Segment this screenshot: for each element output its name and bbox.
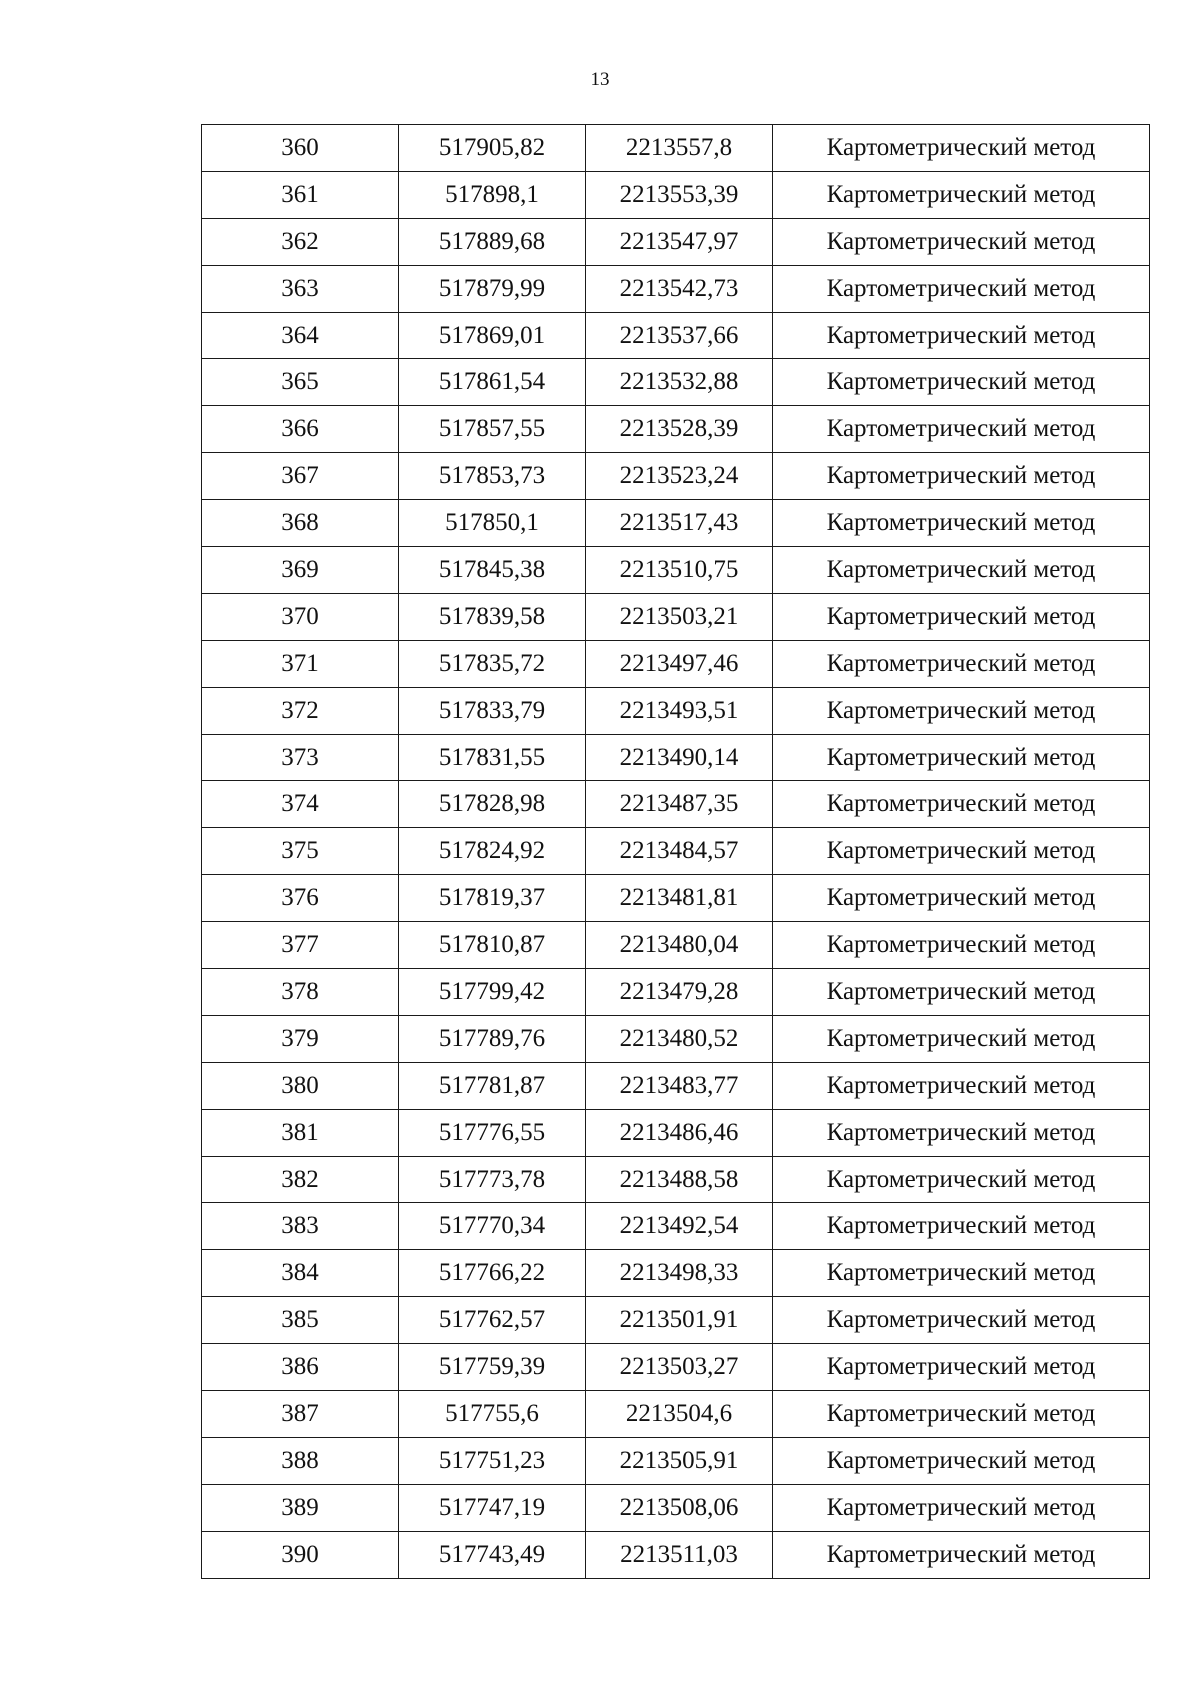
y-coordinate-cell: 2213479,28	[586, 969, 773, 1016]
point-number-cell: 381	[202, 1109, 399, 1156]
table-row	[202, 1437, 1150, 1484]
x-coordinate-cell: 517819,37	[399, 875, 586, 922]
table-row	[202, 1015, 1150, 1062]
y-coordinate-cell: 2213553,39	[586, 171, 773, 218]
x-coordinate-cell: 517770,34	[399, 1203, 586, 1250]
method-cell: Картометрический метод	[773, 1250, 1150, 1297]
table-row	[202, 875, 1150, 922]
method-cell: Картометрический метод	[773, 500, 1150, 547]
table-row	[202, 1344, 1150, 1391]
x-coordinate-cell: 517766,22	[399, 1250, 586, 1297]
method-cell: Картометрический метод	[773, 828, 1150, 875]
method-cell: Картометрический метод	[773, 1015, 1150, 1062]
y-coordinate-cell: 2213480,52	[586, 1015, 773, 1062]
y-coordinate-cell: 2213481,81	[586, 875, 773, 922]
table-row	[202, 734, 1150, 781]
method-cell: Картометрический метод	[773, 547, 1150, 594]
table-row	[202, 1484, 1150, 1531]
table-row	[202, 218, 1150, 265]
point-number-cell: 382	[202, 1156, 399, 1203]
point-number-cell: 387	[202, 1391, 399, 1438]
x-coordinate-cell: 517751,23	[399, 1437, 586, 1484]
table-row	[202, 1156, 1150, 1203]
point-number-cell: 366	[202, 406, 399, 453]
x-coordinate-cell: 517898,1	[399, 171, 586, 218]
table-row	[202, 1109, 1150, 1156]
y-coordinate-cell: 2213490,14	[586, 734, 773, 781]
table-row	[202, 969, 1150, 1016]
y-coordinate-cell: 2213542,73	[586, 265, 773, 312]
table-row	[202, 547, 1150, 594]
x-coordinate-cell: 517835,72	[399, 640, 586, 687]
point-number-cell: 385	[202, 1297, 399, 1344]
y-coordinate-cell: 2213523,24	[586, 453, 773, 500]
y-coordinate-cell: 2213488,58	[586, 1156, 773, 1203]
method-cell: Картометрический метод	[773, 1344, 1150, 1391]
table-row	[202, 265, 1150, 312]
table-row	[202, 828, 1150, 875]
table-row	[202, 359, 1150, 406]
method-cell: Картометрический метод	[773, 781, 1150, 828]
point-number-cell: 362	[202, 218, 399, 265]
point-number-cell: 376	[202, 875, 399, 922]
y-coordinate-cell: 2213497,46	[586, 640, 773, 687]
method-cell: Картометрический метод	[773, 1391, 1150, 1438]
point-number-cell: 367	[202, 453, 399, 500]
point-number-cell: 374	[202, 781, 399, 828]
point-number-cell: 361	[202, 171, 399, 218]
table-row	[202, 593, 1150, 640]
y-coordinate-cell: 2213498,33	[586, 1250, 773, 1297]
x-coordinate-cell: 517839,58	[399, 593, 586, 640]
x-coordinate-cell: 517781,87	[399, 1062, 586, 1109]
table-row	[202, 500, 1150, 547]
method-cell: Картометрический метод	[773, 1203, 1150, 1250]
y-coordinate-cell: 2213532,88	[586, 359, 773, 406]
method-cell: Картометрический метод	[773, 125, 1150, 172]
y-coordinate-cell: 2213508,06	[586, 1484, 773, 1531]
y-coordinate-cell: 2213493,51	[586, 687, 773, 734]
x-coordinate-cell: 517824,92	[399, 828, 586, 875]
table-row	[202, 1250, 1150, 1297]
x-coordinate-cell: 517905,82	[399, 125, 586, 172]
point-number-cell: 373	[202, 734, 399, 781]
point-number-cell: 384	[202, 1250, 399, 1297]
method-cell: Картометрический метод	[773, 922, 1150, 969]
x-coordinate-cell: 517879,99	[399, 265, 586, 312]
x-coordinate-cell: 517833,79	[399, 687, 586, 734]
y-coordinate-cell: 2213503,21	[586, 593, 773, 640]
x-coordinate-cell: 517747,19	[399, 1484, 586, 1531]
y-coordinate-cell: 2213492,54	[586, 1203, 773, 1250]
x-coordinate-cell: 517755,6	[399, 1391, 586, 1438]
x-coordinate-cell: 517799,42	[399, 969, 586, 1016]
table-row	[202, 922, 1150, 969]
y-coordinate-cell: 2213504,6	[586, 1391, 773, 1438]
y-coordinate-cell: 2213511,03	[586, 1531, 773, 1578]
table-row	[202, 640, 1150, 687]
table-row	[202, 406, 1150, 453]
x-coordinate-cell: 517869,01	[399, 312, 586, 359]
table-row	[202, 687, 1150, 734]
method-cell: Картометрический метод	[773, 875, 1150, 922]
table-row	[202, 453, 1150, 500]
method-cell: Картометрический метод	[773, 593, 1150, 640]
x-coordinate-cell: 517762,57	[399, 1297, 586, 1344]
point-number-cell: 377	[202, 922, 399, 969]
method-cell: Картометрический метод	[773, 406, 1150, 453]
x-coordinate-cell: 517831,55	[399, 734, 586, 781]
table-row	[202, 125, 1150, 172]
y-coordinate-cell: 2213501,91	[586, 1297, 773, 1344]
point-number-cell: 386	[202, 1344, 399, 1391]
y-coordinate-cell: 2213480,04	[586, 922, 773, 969]
method-cell: Картометрический метод	[773, 969, 1150, 1016]
point-number-cell: 370	[202, 593, 399, 640]
point-number-cell: 388	[202, 1437, 399, 1484]
method-cell: Картометрический метод	[773, 1484, 1150, 1531]
x-coordinate-cell: 517789,76	[399, 1015, 586, 1062]
method-cell: Картометрический метод	[773, 687, 1150, 734]
point-number-cell: 372	[202, 687, 399, 734]
y-coordinate-cell: 2213487,35	[586, 781, 773, 828]
x-coordinate-cell: 517759,39	[399, 1344, 586, 1391]
method-cell: Картометрический метод	[773, 1062, 1150, 1109]
point-number-cell: 383	[202, 1203, 399, 1250]
method-cell: Картометрический метод	[773, 218, 1150, 265]
y-coordinate-cell: 2213503,27	[586, 1344, 773, 1391]
method-cell: Картометрический метод	[773, 359, 1150, 406]
x-coordinate-cell: 517773,78	[399, 1156, 586, 1203]
method-cell: Картометрический метод	[773, 1531, 1150, 1578]
x-coordinate-cell: 517828,98	[399, 781, 586, 828]
point-number-cell: 365	[202, 359, 399, 406]
x-coordinate-cell: 517857,55	[399, 406, 586, 453]
coordinates-table	[201, 124, 1150, 1579]
point-number-cell: 360	[202, 125, 399, 172]
table-row	[202, 1531, 1150, 1578]
x-coordinate-cell: 517845,38	[399, 547, 586, 594]
method-cell: Картометрический метод	[773, 1437, 1150, 1484]
point-number-cell: 380	[202, 1062, 399, 1109]
point-number-cell: 389	[202, 1484, 399, 1531]
method-cell: Картометрический метод	[773, 1297, 1150, 1344]
method-cell: Картометрический метод	[773, 1109, 1150, 1156]
point-number-cell: 369	[202, 547, 399, 594]
y-coordinate-cell: 2213547,97	[586, 218, 773, 265]
x-coordinate-cell: 517810,87	[399, 922, 586, 969]
x-coordinate-cell: 517853,73	[399, 453, 586, 500]
y-coordinate-cell: 2213517,43	[586, 500, 773, 547]
point-number-cell: 390	[202, 1531, 399, 1578]
page-number: 13	[590, 69, 610, 90]
table-row	[202, 1297, 1150, 1344]
y-coordinate-cell: 2213486,46	[586, 1109, 773, 1156]
x-coordinate-cell: 517850,1	[399, 500, 586, 547]
y-coordinate-cell: 2213528,39	[586, 406, 773, 453]
y-coordinate-cell: 2213484,57	[586, 828, 773, 875]
table-row	[202, 1203, 1150, 1250]
y-coordinate-cell: 2213510,75	[586, 547, 773, 594]
x-coordinate-cell: 517776,55	[399, 1109, 586, 1156]
method-cell: Картометрический метод	[773, 640, 1150, 687]
point-number-cell: 378	[202, 969, 399, 1016]
point-number-cell: 368	[202, 500, 399, 547]
x-coordinate-cell: 517889,68	[399, 218, 586, 265]
method-cell: Картометрический метод	[773, 171, 1150, 218]
y-coordinate-cell: 2213537,66	[586, 312, 773, 359]
table-row	[202, 1391, 1150, 1438]
table-row	[202, 312, 1150, 359]
table-row	[202, 171, 1150, 218]
point-number-cell: 379	[202, 1015, 399, 1062]
table-row	[202, 1062, 1150, 1109]
y-coordinate-cell: 2213483,77	[586, 1062, 773, 1109]
method-cell: Картометрический метод	[773, 265, 1150, 312]
y-coordinate-cell: 2213505,91	[586, 1437, 773, 1484]
table-row	[202, 781, 1150, 828]
coordinates-table-body	[202, 125, 1150, 1579]
point-number-cell: 371	[202, 640, 399, 687]
point-number-cell: 363	[202, 265, 399, 312]
point-number-cell: 375	[202, 828, 399, 875]
method-cell: Картометрический метод	[773, 453, 1150, 500]
method-cell: Картометрический метод	[773, 312, 1150, 359]
method-cell: Картометрический метод	[773, 734, 1150, 781]
point-number-cell: 364	[202, 312, 399, 359]
y-coordinate-cell: 2213557,8	[586, 125, 773, 172]
method-cell: Картометрический метод	[773, 1156, 1150, 1203]
x-coordinate-cell: 517743,49	[399, 1531, 586, 1578]
x-coordinate-cell: 517861,54	[399, 359, 586, 406]
